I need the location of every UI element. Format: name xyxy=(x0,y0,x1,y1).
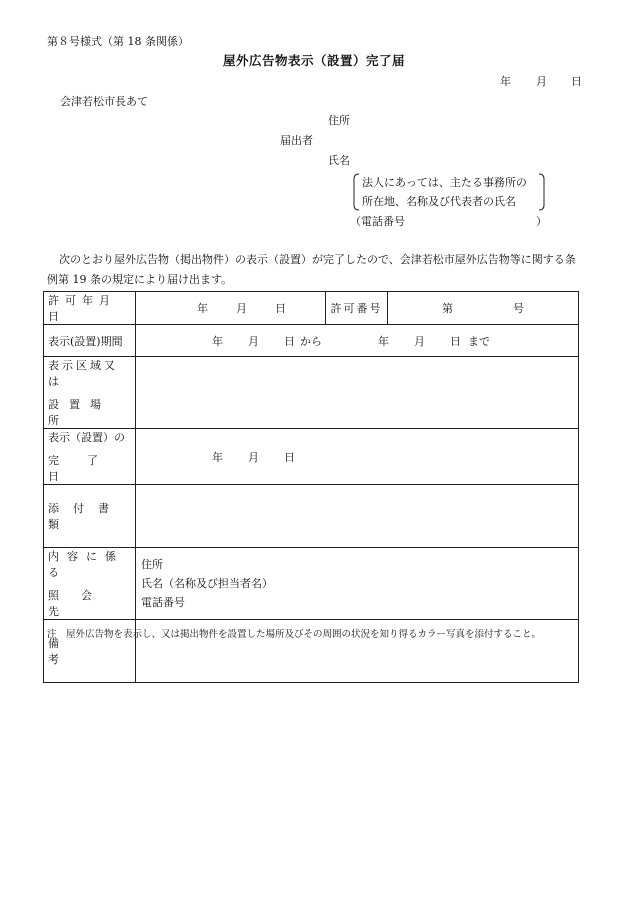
completion-label-line2: 完了日 xyxy=(48,454,126,483)
applicant-name-label: 氏名 xyxy=(328,154,350,167)
contact-label-line1: 内容に係る xyxy=(48,550,124,579)
area-label-cell xyxy=(44,357,136,429)
permit-number-suffix: 号 xyxy=(513,302,524,315)
attachments-label xyxy=(44,500,135,532)
completion-label xyxy=(44,429,135,484)
period-start-year: 年 xyxy=(212,334,223,348)
date-month-label: 月 xyxy=(536,75,547,88)
date-year-label: 年 xyxy=(500,75,511,88)
form-table xyxy=(43,291,579,683)
remarks-label-text: 備考 xyxy=(48,637,119,666)
permit-number-label-cell xyxy=(326,292,388,325)
completion-year: 年 xyxy=(212,450,223,464)
permit-number-prefix: 第 xyxy=(442,302,453,315)
permit-date-cell[interactable] xyxy=(136,292,326,325)
permit-date-label xyxy=(44,292,135,324)
permit-number-fields xyxy=(388,300,578,316)
attachments-cell[interactable] xyxy=(136,485,579,548)
contact-cell[interactable] xyxy=(136,548,579,620)
attachments-label-cell xyxy=(44,485,136,548)
attachments-label-text: 添付書類 xyxy=(48,502,123,531)
contact-phone: 電話番号 xyxy=(141,596,185,609)
period-end-year: 年 xyxy=(378,334,389,348)
applicant-phone-label: （電話番号 xyxy=(350,215,405,228)
period-cell[interactable] xyxy=(136,325,579,357)
period-label-text: 表示(設置)期間 xyxy=(48,334,123,348)
contact-label-line2: 照会先 xyxy=(48,589,114,618)
applicant-address-label: 住所 xyxy=(328,114,350,127)
completion-label-line1: 表示（設置）の xyxy=(48,431,125,444)
period-to: まで xyxy=(468,334,490,348)
completion-date-cell[interactable] xyxy=(136,429,579,485)
area-cell[interactable] xyxy=(136,357,579,429)
date-day-label: 日 xyxy=(571,75,582,88)
contact-label-cell xyxy=(44,548,136,620)
contact-fields xyxy=(136,548,578,612)
period-start-day: 日 xyxy=(284,334,295,348)
permit-date-day: 日 xyxy=(275,302,286,315)
completion-date-fields xyxy=(136,449,578,465)
form-number: 第８号様式（第 18 条関係） xyxy=(47,35,189,48)
period-label xyxy=(44,333,135,349)
permit-date-label-cell xyxy=(44,292,136,325)
corporate-note-line2: 所在地、名称及び代表者の氏名 xyxy=(362,195,516,208)
contact-name: 氏名（名称及び担当者名） xyxy=(141,577,273,590)
permit-date-year: 年 xyxy=(197,302,208,315)
permit-number-label: 許可番号 xyxy=(330,302,383,315)
completion-day: 日 xyxy=(284,450,295,464)
applicant-label: 届出者 xyxy=(280,134,313,147)
period-end-month: 月 xyxy=(414,334,425,348)
completion-label-cell xyxy=(44,429,136,485)
completion-month: 月 xyxy=(248,450,259,464)
permit-date-month: 月 xyxy=(236,302,247,315)
corporate-note-line1: 法人にあっては、主たる事務所の xyxy=(362,176,527,189)
document-title: 屋外広告物表示（設置）完了届 xyxy=(223,53,406,68)
area-label-line1: 表示区域又は xyxy=(48,359,118,388)
period-end-day: 日 xyxy=(450,334,461,348)
area-label xyxy=(44,357,135,428)
statement-text: 次のとおり屋外広告物（掲出物件）の表示（設置）が完了したので、会津若松市屋外広告物等に関する条例第 19 条の規定により届け出ます。 xyxy=(47,253,576,286)
permit-number-cell[interactable] xyxy=(388,292,579,325)
period-label-cell xyxy=(44,325,136,357)
contact-label xyxy=(44,548,135,619)
period-fields xyxy=(136,333,578,349)
permit-date-fields xyxy=(136,300,325,316)
contact-address: 住所 xyxy=(141,558,163,571)
permit-date-label-text: 許可年月日 xyxy=(48,294,116,323)
period-start-month: 月 xyxy=(248,334,259,348)
footer-note: 注 屋外広告物を表示し、又は掲出物件を設置した場所及びその周囲の状況を知り得るカラー写真を添付すること。 xyxy=(47,629,542,640)
applicant-phone-close: ） xyxy=(536,215,547,228)
area-label-line2: 設置場所 xyxy=(48,398,111,427)
period-from: から xyxy=(300,334,322,348)
addressee: 会津若松市長あて xyxy=(60,95,148,108)
